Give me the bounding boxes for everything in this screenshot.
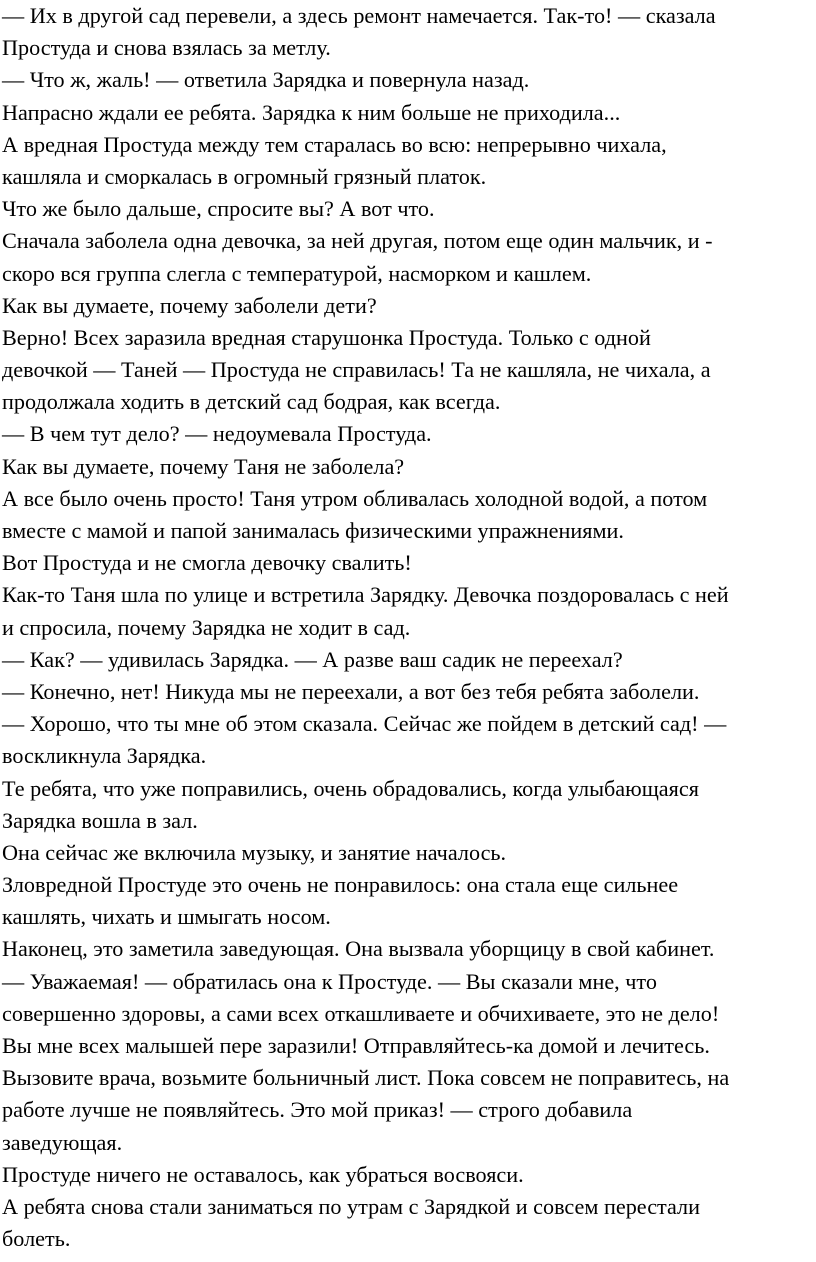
paragraph bbox=[2, 1191, 812, 1255]
text-line: вместе с мамой и папой занималась физическими упражнениями. bbox=[2, 518, 624, 543]
paragraph bbox=[2, 837, 812, 869]
paragraph bbox=[2, 97, 812, 129]
text-line: Зарядка вошла в зал. bbox=[2, 807, 198, 833]
text-line: Как-то Таня шла по улице и встретила Зарядку. Девочка поздоровалась с ней bbox=[2, 582, 729, 608]
text-line: — Уважаемая! — обратилась она к Простуде. — Вы сказали мне, что bbox=[2, 968, 657, 994]
paragraph bbox=[2, 418, 812, 450]
text-line: — Как? — удивилась Зарядка. — А разве ваш садик не переехал? bbox=[2, 646, 623, 672]
text-line: кашлять, чихать и шмыгать носом. bbox=[2, 904, 331, 930]
paragraph bbox=[2, 483, 812, 547]
text-line: продолжала ходить в детский сад бодрая, как всегда. bbox=[2, 389, 501, 415]
text-line: Простуде ничего не оставалось, как убраться восвояси. bbox=[2, 1161, 524, 1187]
text-line: Наконец, это заметила заведующая. Она вызвала уборщицу в свой кабинет. bbox=[2, 936, 715, 962]
text-line: Напрасно ждали ее ребята. Зарядка к ним больше не приходила... bbox=[2, 99, 621, 125]
text-line: А ребята снова стали заниматься по утрам с Зарядкой и совсем перестали bbox=[2, 1193, 700, 1219]
paragraph bbox=[2, 644, 812, 676]
text-line: совершенно здоровы, а сами всех откашливаете и обчихиваете, это не дело! bbox=[2, 1000, 720, 1026]
text-line: Вот Простуда и не смогла девочку свалить! bbox=[2, 550, 412, 576]
text-line: Вы мне всех малышей пере заразили! Отправляйтесь-ка домой и лечитесь. bbox=[2, 1033, 710, 1058]
paragraph bbox=[2, 1159, 812, 1191]
paragraph bbox=[2, 547, 812, 579]
paragraph bbox=[2, 451, 812, 483]
text-line: — Хорошо, что ты мне об этом сказала. Сейчас же пойдем в детский сад! — bbox=[2, 711, 727, 737]
paragraph bbox=[2, 290, 812, 322]
paragraph bbox=[2, 129, 812, 193]
text-line: Сначала заболела одна девочка, за ней другая, потом еще один мальчик, и - bbox=[2, 228, 713, 254]
text-line: Она сейчас же включила музыку, и занятие началось. bbox=[2, 839, 507, 865]
text-line: Что же было дальше, спросите вы? А вот что. bbox=[2, 196, 435, 222]
text-line: Зловредной Простуде это очень не понравилось: она стала еще сильнее bbox=[2, 872, 679, 898]
paragraph bbox=[2, 0, 812, 64]
paragraph bbox=[2, 676, 812, 708]
paragraph bbox=[2, 869, 812, 933]
text-line: Те ребята, что уже поправились, очень обрадовались, когда улыбающаяся bbox=[2, 775, 699, 801]
text-line: болеть. bbox=[2, 1226, 71, 1252]
paragraph bbox=[2, 579, 812, 643]
paragraph bbox=[2, 193, 812, 225]
text-line: заведующая. bbox=[2, 1129, 123, 1155]
text-line: Как вы думаете, почему заболели дети? bbox=[2, 292, 377, 318]
text-line: — Конечно, нет! Никуда мы не переехали, а вот без тебя ребята заболели. bbox=[2, 678, 700, 704]
paragraph bbox=[2, 933, 812, 965]
text-line: — В чем тут дело? — недоумевала Простуда. bbox=[2, 421, 432, 447]
text-line: Верно! Всех заразила вредная старушонка Простуда. Только с одной bbox=[2, 324, 651, 350]
paragraph bbox=[2, 64, 812, 96]
text-line: кашляла и сморкалась в огромный грязный платок. bbox=[2, 163, 487, 189]
text-line: — Что ж, жаль! — ответила Зарядка и повернула назад. bbox=[2, 67, 530, 93]
paragraph bbox=[2, 708, 812, 772]
text-line: и спросила, почему Зарядка не ходит в сад. bbox=[2, 614, 411, 640]
text-line: Простуда и снова взялась за метлу. bbox=[2, 35, 331, 61]
paragraph bbox=[2, 773, 812, 837]
text-line: Вызовите врача, возьмите больничный лист. Пока совсем не поправитесь, на bbox=[2, 1065, 730, 1091]
text-line: — Их в другой сад перевели, а здесь ремонт намечается. Так-то! — сказала bbox=[2, 3, 716, 28]
paragraph bbox=[2, 966, 812, 1159]
text-line: воскликнула Зарядка. bbox=[2, 743, 207, 769]
text-line: скоро вся группа слегла с температурой, насморком и кашлем. bbox=[2, 260, 592, 286]
document-page bbox=[2, 0, 812, 1255]
text-line: А все было очень просто! Таня утром обливалась холодной водой, а потом bbox=[2, 485, 708, 511]
text-line: девочкой — Таней — Простуда не справилась! Та не кашляла, не чихала, а bbox=[2, 357, 711, 383]
text-line: Как вы думаете, почему Таня не заболела? bbox=[2, 453, 405, 479]
paragraph bbox=[2, 322, 812, 419]
text-line: А вредная Простуда между тем старалась во всю: непрерывно чихала, bbox=[2, 131, 667, 157]
paragraph bbox=[2, 225, 812, 289]
text-line: работе лучше не появляйтесь. Это мой приказ! — строго добавила bbox=[2, 1097, 633, 1123]
